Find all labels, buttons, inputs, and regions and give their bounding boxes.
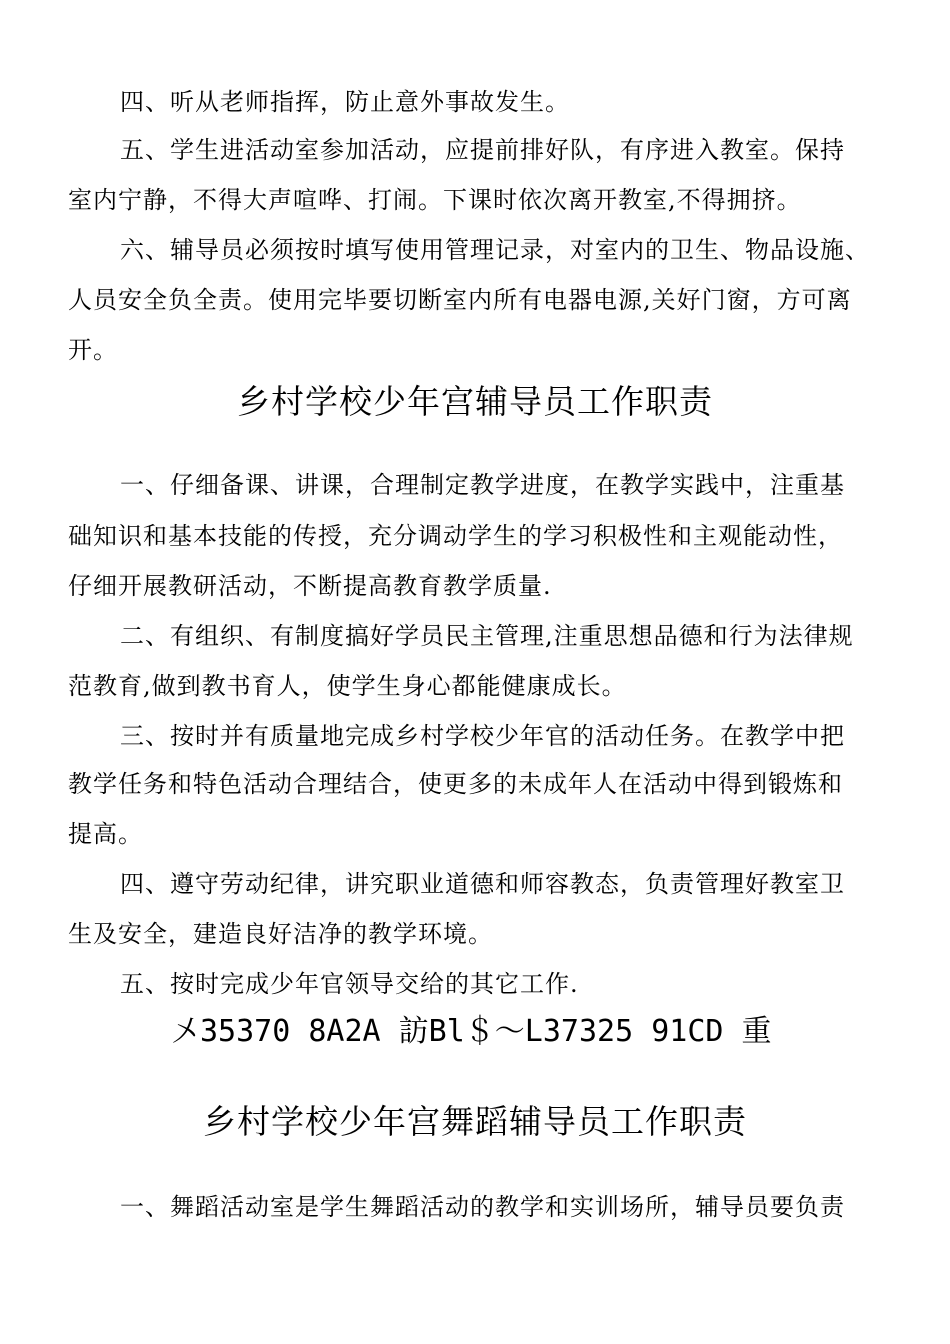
- duty-1-line-1: 一、仔细备课、讲课，合理制定教学进度，在教学实践中，注重基: [120, 471, 845, 499]
- duty-4-line-2: 生及安全，建造良好洁净的教学环境。: [68, 920, 493, 948]
- duty-4-line-1: 四、遵守劳动纪律，讲究职业道德和师容教态，负责管理好教室卫: [120, 870, 845, 898]
- garbled-code-line: 〤35370 8A2A 訪Bl＄～L37325 91CD 重: [170, 1014, 772, 1049]
- rule-5-line-2: 室内宁静，不得大声喧哗、打闹。下课时依次离开教室,不得拥挤。: [68, 186, 802, 214]
- section-title-dance-duties: 乡村学校少年宫舞蹈辅导员工作职责: [203, 1102, 747, 1141]
- duty-5: 五、按时完成少年官领导交给的其它工作.: [120, 970, 579, 998]
- rule-4: 四、听从老师指挥，防止意外事故发生。: [120, 88, 570, 116]
- duty-2-line-1: 二、有组织、有制度搞好学员民主管理,注重思想品德和行为法律规: [120, 622, 854, 650]
- duty-3-line-3: 提高。: [68, 820, 143, 848]
- dance-duty-1-line-1: 一、舞蹈活动室是学生舞蹈活动的教学和实训场所，辅导员要负责: [120, 1193, 845, 1221]
- section-title-duties: 乡村学校少年宫辅导员工作职责: [237, 382, 713, 421]
- duty-3-line-2: 教学任务和特色活动合理结合，使更多的未成年人在活动中得到锻炼和: [68, 770, 843, 798]
- rule-6-line-2: 人员安全负全责。使用完毕要切断室内所有电器电源,关好门窗，方可离: [68, 286, 852, 314]
- duty-1-line-3: 仔细开展教研活动，不断提高教育教学质量.: [68, 572, 552, 600]
- duty-2-line-2: 范教育,做到教书育人，使学生身心都能健康成长。: [68, 672, 627, 700]
- duty-3-line-1: 三、按时并有质量地完成乡村学校少年官的活动任务。在教学中把: [120, 722, 845, 750]
- rule-6-line-3: 开。: [68, 336, 118, 364]
- rule-6-line-1: 六、辅导员必须按时填写使用管理记录，对室内的卫生、物品设施、: [120, 236, 870, 264]
- rule-5-line-1: 五、学生进活动室参加活动，应提前排好队，有序进入教室。保持: [120, 136, 845, 164]
- duty-1-line-2: 础知识和基本技能的传授，充分调动学生的学习积极性和主观能动性，: [68, 522, 843, 550]
